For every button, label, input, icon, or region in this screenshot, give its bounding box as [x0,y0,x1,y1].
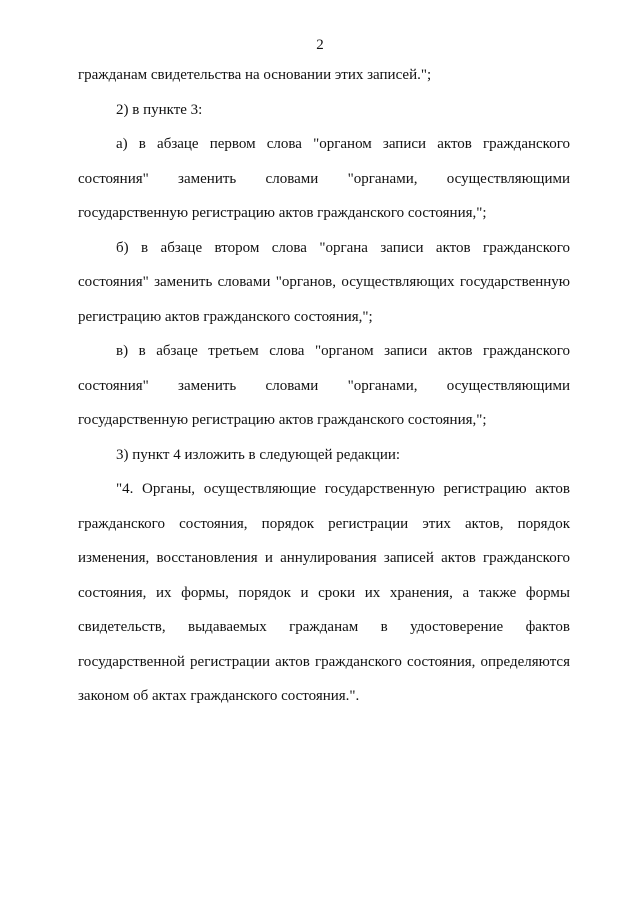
paragraph-subitem-a: а) в абзаце первом слова "органом записи актов гражданского состояния" заменить словами "органами, осуществляющими государственную регистрацию актов гражданского состояния,"; [78,136,570,221]
paragraph-subitem-v: в) в абзаце третьем слова "органом записи актов гражданского состояния" заменить словами "органами, осуществляющими государственную регистрацию актов гражданского состояния,"; [78,343,570,428]
paragraph-continuation: гражданам свидетельства на основании этих записей."; [78,67,432,83]
document-body [78,58,570,714]
paragraph-new-wording: "4. Органы, осуществляющие государственную регистрацию актов гражданского состояния, порядок регистрации этих актов, порядок изменения, восстановления и аннулирования записей актов гражданского состояния, их формы, порядок и сроки их хранения, а также формы свидетельств, выдаваемых гражданам в удостоверение фактов государственной регистрации актов гражданского состояния, определяются законом об актах гражданского состояния.". [78,481,570,704]
page-number: 2 [316,37,324,53]
paragraph-item-2: 2) в пункте 3: [116,101,203,118]
paragraph-subitem-b: б) в абзаце втором слова "органа записи актов гражданского состояния" заменить словами "органов, осуществляющих государственную регистрацию актов гражданского состояния,"; [78,239,570,325]
paragraph-item-3: 3) пункт 4 изложить в следующей редакции: [116,446,401,463]
